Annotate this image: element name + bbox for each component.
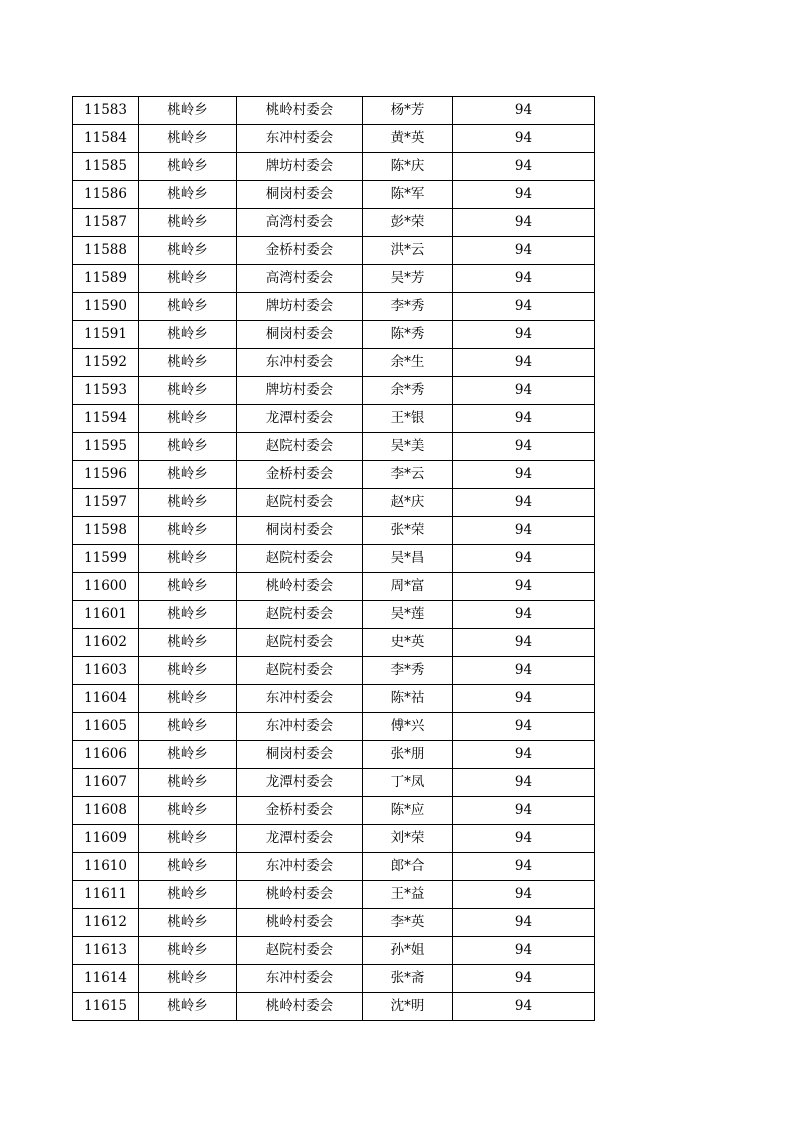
village-committee-cell: 东冲村委会 bbox=[237, 685, 363, 713]
person-name-cell: 郎*合 bbox=[363, 853, 453, 881]
serial-number-cell: 11615 bbox=[73, 993, 139, 1021]
village-committee-cell: 东冲村委会 bbox=[237, 349, 363, 377]
table-row bbox=[73, 573, 595, 601]
score-cell: 94 bbox=[453, 853, 595, 881]
serial-number-cell: 11607 bbox=[73, 769, 139, 797]
serial-number-cell: 11590 bbox=[73, 293, 139, 321]
village-committee-cell: 东冲村委会 bbox=[237, 853, 363, 881]
village-committee-cell: 赵院村委会 bbox=[237, 433, 363, 461]
serial-number-cell: 11585 bbox=[73, 153, 139, 181]
person-name-cell: 孙*姐 bbox=[363, 937, 453, 965]
score-cell: 94 bbox=[453, 209, 595, 237]
table-row bbox=[73, 461, 595, 489]
score-cell: 94 bbox=[453, 125, 595, 153]
serial-number-cell: 11598 bbox=[73, 517, 139, 545]
score-cell: 94 bbox=[453, 965, 595, 993]
village-committee-cell: 东冲村委会 bbox=[237, 713, 363, 741]
serial-number-cell: 11609 bbox=[73, 825, 139, 853]
serial-number-cell: 11599 bbox=[73, 545, 139, 573]
village-committee-cell: 桃岭村委会 bbox=[237, 573, 363, 601]
score-cell: 94 bbox=[453, 993, 595, 1021]
table-row bbox=[73, 377, 595, 405]
village-committee-cell: 牌坊村委会 bbox=[237, 377, 363, 405]
township-cell: 桃岭乡 bbox=[139, 125, 237, 153]
table-row bbox=[73, 153, 595, 181]
village-committee-cell: 龙潭村委会 bbox=[237, 769, 363, 797]
township-cell: 桃岭乡 bbox=[139, 909, 237, 937]
score-cell: 94 bbox=[453, 433, 595, 461]
village-committee-cell: 高湾村委会 bbox=[237, 209, 363, 237]
score-cell: 94 bbox=[453, 629, 595, 657]
person-name-cell: 吴*昌 bbox=[363, 545, 453, 573]
village-committee-cell: 高湾村委会 bbox=[237, 265, 363, 293]
person-name-cell: 李*秀 bbox=[363, 293, 453, 321]
village-committee-cell: 牌坊村委会 bbox=[237, 293, 363, 321]
table-row bbox=[73, 125, 595, 153]
person-name-cell: 赵*庆 bbox=[363, 489, 453, 517]
township-cell: 桃岭乡 bbox=[139, 601, 237, 629]
score-cell: 94 bbox=[453, 489, 595, 517]
township-cell: 桃岭乡 bbox=[139, 153, 237, 181]
person-name-cell: 傅*兴 bbox=[363, 713, 453, 741]
township-cell: 桃岭乡 bbox=[139, 461, 237, 489]
township-cell: 桃岭乡 bbox=[139, 825, 237, 853]
serial-number-cell: 11614 bbox=[73, 965, 139, 993]
serial-number-cell: 11592 bbox=[73, 349, 139, 377]
serial-number-cell: 11603 bbox=[73, 657, 139, 685]
table-row bbox=[73, 909, 595, 937]
table-row bbox=[73, 181, 595, 209]
score-cell: 94 bbox=[453, 881, 595, 909]
table-body bbox=[73, 97, 595, 1021]
person-name-cell: 李*云 bbox=[363, 461, 453, 489]
table-row bbox=[73, 685, 595, 713]
village-committee-cell: 金桥村委会 bbox=[237, 797, 363, 825]
serial-number-cell: 11593 bbox=[73, 377, 139, 405]
person-name-cell: 陈*应 bbox=[363, 797, 453, 825]
village-committee-cell: 龙潭村委会 bbox=[237, 825, 363, 853]
score-cell: 94 bbox=[453, 769, 595, 797]
score-cell: 94 bbox=[453, 349, 595, 377]
serial-number-cell: 11583 bbox=[73, 97, 139, 125]
serial-number-cell: 11594 bbox=[73, 405, 139, 433]
table-row bbox=[73, 489, 595, 517]
table-row bbox=[73, 349, 595, 377]
township-cell: 桃岭乡 bbox=[139, 97, 237, 125]
village-committee-cell: 牌坊村委会 bbox=[237, 153, 363, 181]
township-cell: 桃岭乡 bbox=[139, 993, 237, 1021]
serial-number-cell: 11586 bbox=[73, 181, 139, 209]
score-cell: 94 bbox=[453, 937, 595, 965]
table-row bbox=[73, 965, 595, 993]
table-row bbox=[73, 293, 595, 321]
table-row bbox=[73, 321, 595, 349]
township-cell: 桃岭乡 bbox=[139, 937, 237, 965]
person-name-cell: 吴*芳 bbox=[363, 265, 453, 293]
score-cell: 94 bbox=[453, 237, 595, 265]
score-cell: 94 bbox=[453, 321, 595, 349]
township-cell: 桃岭乡 bbox=[139, 769, 237, 797]
township-cell: 桃岭乡 bbox=[139, 265, 237, 293]
table-row bbox=[73, 237, 595, 265]
village-committee-cell: 赵院村委会 bbox=[237, 629, 363, 657]
village-committee-cell: 赵院村委会 bbox=[237, 545, 363, 573]
person-name-cell: 李*秀 bbox=[363, 657, 453, 685]
score-cell: 94 bbox=[453, 265, 595, 293]
village-committee-cell: 龙潭村委会 bbox=[237, 405, 363, 433]
township-cell: 桃岭乡 bbox=[139, 321, 237, 349]
village-committee-cell: 赵院村委会 bbox=[237, 937, 363, 965]
person-name-cell: 吴*美 bbox=[363, 433, 453, 461]
score-cell: 94 bbox=[453, 713, 595, 741]
score-cell: 94 bbox=[453, 685, 595, 713]
township-cell: 桃岭乡 bbox=[139, 433, 237, 461]
score-cell: 94 bbox=[453, 377, 595, 405]
table-row bbox=[73, 937, 595, 965]
table-row bbox=[73, 433, 595, 461]
person-name-cell: 王*银 bbox=[363, 405, 453, 433]
township-cell: 桃岭乡 bbox=[139, 545, 237, 573]
township-cell: 桃岭乡 bbox=[139, 489, 237, 517]
township-cell: 桃岭乡 bbox=[139, 405, 237, 433]
serial-number-cell: 11606 bbox=[73, 741, 139, 769]
person-name-cell: 余*秀 bbox=[363, 377, 453, 405]
village-committee-cell: 桐岗村委会 bbox=[237, 321, 363, 349]
serial-number-cell: 11589 bbox=[73, 265, 139, 293]
person-name-cell: 史*英 bbox=[363, 629, 453, 657]
township-cell: 桃岭乡 bbox=[139, 377, 237, 405]
person-name-cell: 李*英 bbox=[363, 909, 453, 937]
township-cell: 桃岭乡 bbox=[139, 713, 237, 741]
table-row bbox=[73, 713, 595, 741]
person-name-cell: 余*生 bbox=[363, 349, 453, 377]
person-name-cell: 周*富 bbox=[363, 573, 453, 601]
score-cell: 94 bbox=[453, 741, 595, 769]
table-row bbox=[73, 769, 595, 797]
table-row bbox=[73, 209, 595, 237]
person-name-cell: 刘*荣 bbox=[363, 825, 453, 853]
village-committee-cell: 桐岗村委会 bbox=[237, 517, 363, 545]
table-row bbox=[73, 881, 595, 909]
data-table bbox=[72, 96, 595, 1021]
township-cell: 桃岭乡 bbox=[139, 517, 237, 545]
serial-number-cell: 11604 bbox=[73, 685, 139, 713]
township-cell: 桃岭乡 bbox=[139, 881, 237, 909]
township-cell: 桃岭乡 bbox=[139, 853, 237, 881]
person-name-cell: 张*朋 bbox=[363, 741, 453, 769]
village-committee-cell: 桃岭村委会 bbox=[237, 993, 363, 1021]
village-committee-cell: 赵院村委会 bbox=[237, 489, 363, 517]
score-cell: 94 bbox=[453, 517, 595, 545]
serial-number-cell: 11597 bbox=[73, 489, 139, 517]
person-name-cell: 洪*云 bbox=[363, 237, 453, 265]
score-cell: 94 bbox=[453, 181, 595, 209]
village-committee-cell: 桐岗村委会 bbox=[237, 741, 363, 769]
township-cell: 桃岭乡 bbox=[139, 965, 237, 993]
township-cell: 桃岭乡 bbox=[139, 293, 237, 321]
score-cell: 94 bbox=[453, 545, 595, 573]
table-row bbox=[73, 601, 595, 629]
person-name-cell: 陈*庆 bbox=[363, 153, 453, 181]
score-cell: 94 bbox=[453, 405, 595, 433]
table-row bbox=[73, 657, 595, 685]
score-cell: 94 bbox=[453, 909, 595, 937]
table-row bbox=[73, 825, 595, 853]
table-row bbox=[73, 853, 595, 881]
table-row bbox=[73, 265, 595, 293]
score-cell: 94 bbox=[453, 601, 595, 629]
person-name-cell: 彭*荣 bbox=[363, 209, 453, 237]
table-row bbox=[73, 797, 595, 825]
person-name-cell: 陈*祜 bbox=[363, 685, 453, 713]
serial-number-cell: 11601 bbox=[73, 601, 139, 629]
table-row bbox=[73, 405, 595, 433]
person-name-cell: 陈*秀 bbox=[363, 321, 453, 349]
serial-number-cell: 11591 bbox=[73, 321, 139, 349]
township-cell: 桃岭乡 bbox=[139, 685, 237, 713]
village-committee-cell: 桃岭村委会 bbox=[237, 97, 363, 125]
serial-number-cell: 11584 bbox=[73, 125, 139, 153]
serial-number-cell: 11587 bbox=[73, 209, 139, 237]
township-cell: 桃岭乡 bbox=[139, 349, 237, 377]
serial-number-cell: 11608 bbox=[73, 797, 139, 825]
serial-number-cell: 11595 bbox=[73, 433, 139, 461]
score-cell: 94 bbox=[453, 97, 595, 125]
score-cell: 94 bbox=[453, 153, 595, 181]
village-committee-cell: 金桥村委会 bbox=[237, 237, 363, 265]
township-cell: 桃岭乡 bbox=[139, 237, 237, 265]
township-cell: 桃岭乡 bbox=[139, 629, 237, 657]
village-committee-cell: 桃岭村委会 bbox=[237, 909, 363, 937]
table-row bbox=[73, 545, 595, 573]
township-cell: 桃岭乡 bbox=[139, 181, 237, 209]
serial-number-cell: 11605 bbox=[73, 713, 139, 741]
village-committee-cell: 赵院村委会 bbox=[237, 657, 363, 685]
person-name-cell: 杨*芳 bbox=[363, 97, 453, 125]
village-committee-cell: 金桥村委会 bbox=[237, 461, 363, 489]
score-cell: 94 bbox=[453, 797, 595, 825]
village-committee-cell: 桃岭村委会 bbox=[237, 881, 363, 909]
table-row bbox=[73, 97, 595, 125]
person-name-cell: 丁*凤 bbox=[363, 769, 453, 797]
person-name-cell: 吴*莲 bbox=[363, 601, 453, 629]
table-row bbox=[73, 993, 595, 1021]
score-cell: 94 bbox=[453, 293, 595, 321]
person-name-cell: 黄*英 bbox=[363, 125, 453, 153]
person-name-cell: 张*荣 bbox=[363, 517, 453, 545]
township-cell: 桃岭乡 bbox=[139, 797, 237, 825]
serial-number-cell: 11612 bbox=[73, 909, 139, 937]
table-row bbox=[73, 741, 595, 769]
serial-number-cell: 11600 bbox=[73, 573, 139, 601]
person-name-cell: 王*益 bbox=[363, 881, 453, 909]
person-name-cell: 陈*军 bbox=[363, 181, 453, 209]
township-cell: 桃岭乡 bbox=[139, 657, 237, 685]
serial-number-cell: 11610 bbox=[73, 853, 139, 881]
village-committee-cell: 赵院村委会 bbox=[237, 601, 363, 629]
table-row bbox=[73, 629, 595, 657]
score-cell: 94 bbox=[453, 657, 595, 685]
serial-number-cell: 11613 bbox=[73, 937, 139, 965]
serial-number-cell: 11596 bbox=[73, 461, 139, 489]
village-committee-cell: 东冲村委会 bbox=[237, 965, 363, 993]
score-cell: 94 bbox=[453, 825, 595, 853]
serial-number-cell: 11588 bbox=[73, 237, 139, 265]
village-committee-cell: 桐岗村委会 bbox=[237, 181, 363, 209]
township-cell: 桃岭乡 bbox=[139, 209, 237, 237]
score-cell: 94 bbox=[453, 573, 595, 601]
person-name-cell: 张*斋 bbox=[363, 965, 453, 993]
person-name-cell: 沈*明 bbox=[363, 993, 453, 1021]
township-cell: 桃岭乡 bbox=[139, 573, 237, 601]
serial-number-cell: 11611 bbox=[73, 881, 139, 909]
table-row bbox=[73, 517, 595, 545]
township-cell: 桃岭乡 bbox=[139, 741, 237, 769]
serial-number-cell: 11602 bbox=[73, 629, 139, 657]
score-cell: 94 bbox=[453, 461, 595, 489]
village-committee-cell: 东冲村委会 bbox=[237, 125, 363, 153]
